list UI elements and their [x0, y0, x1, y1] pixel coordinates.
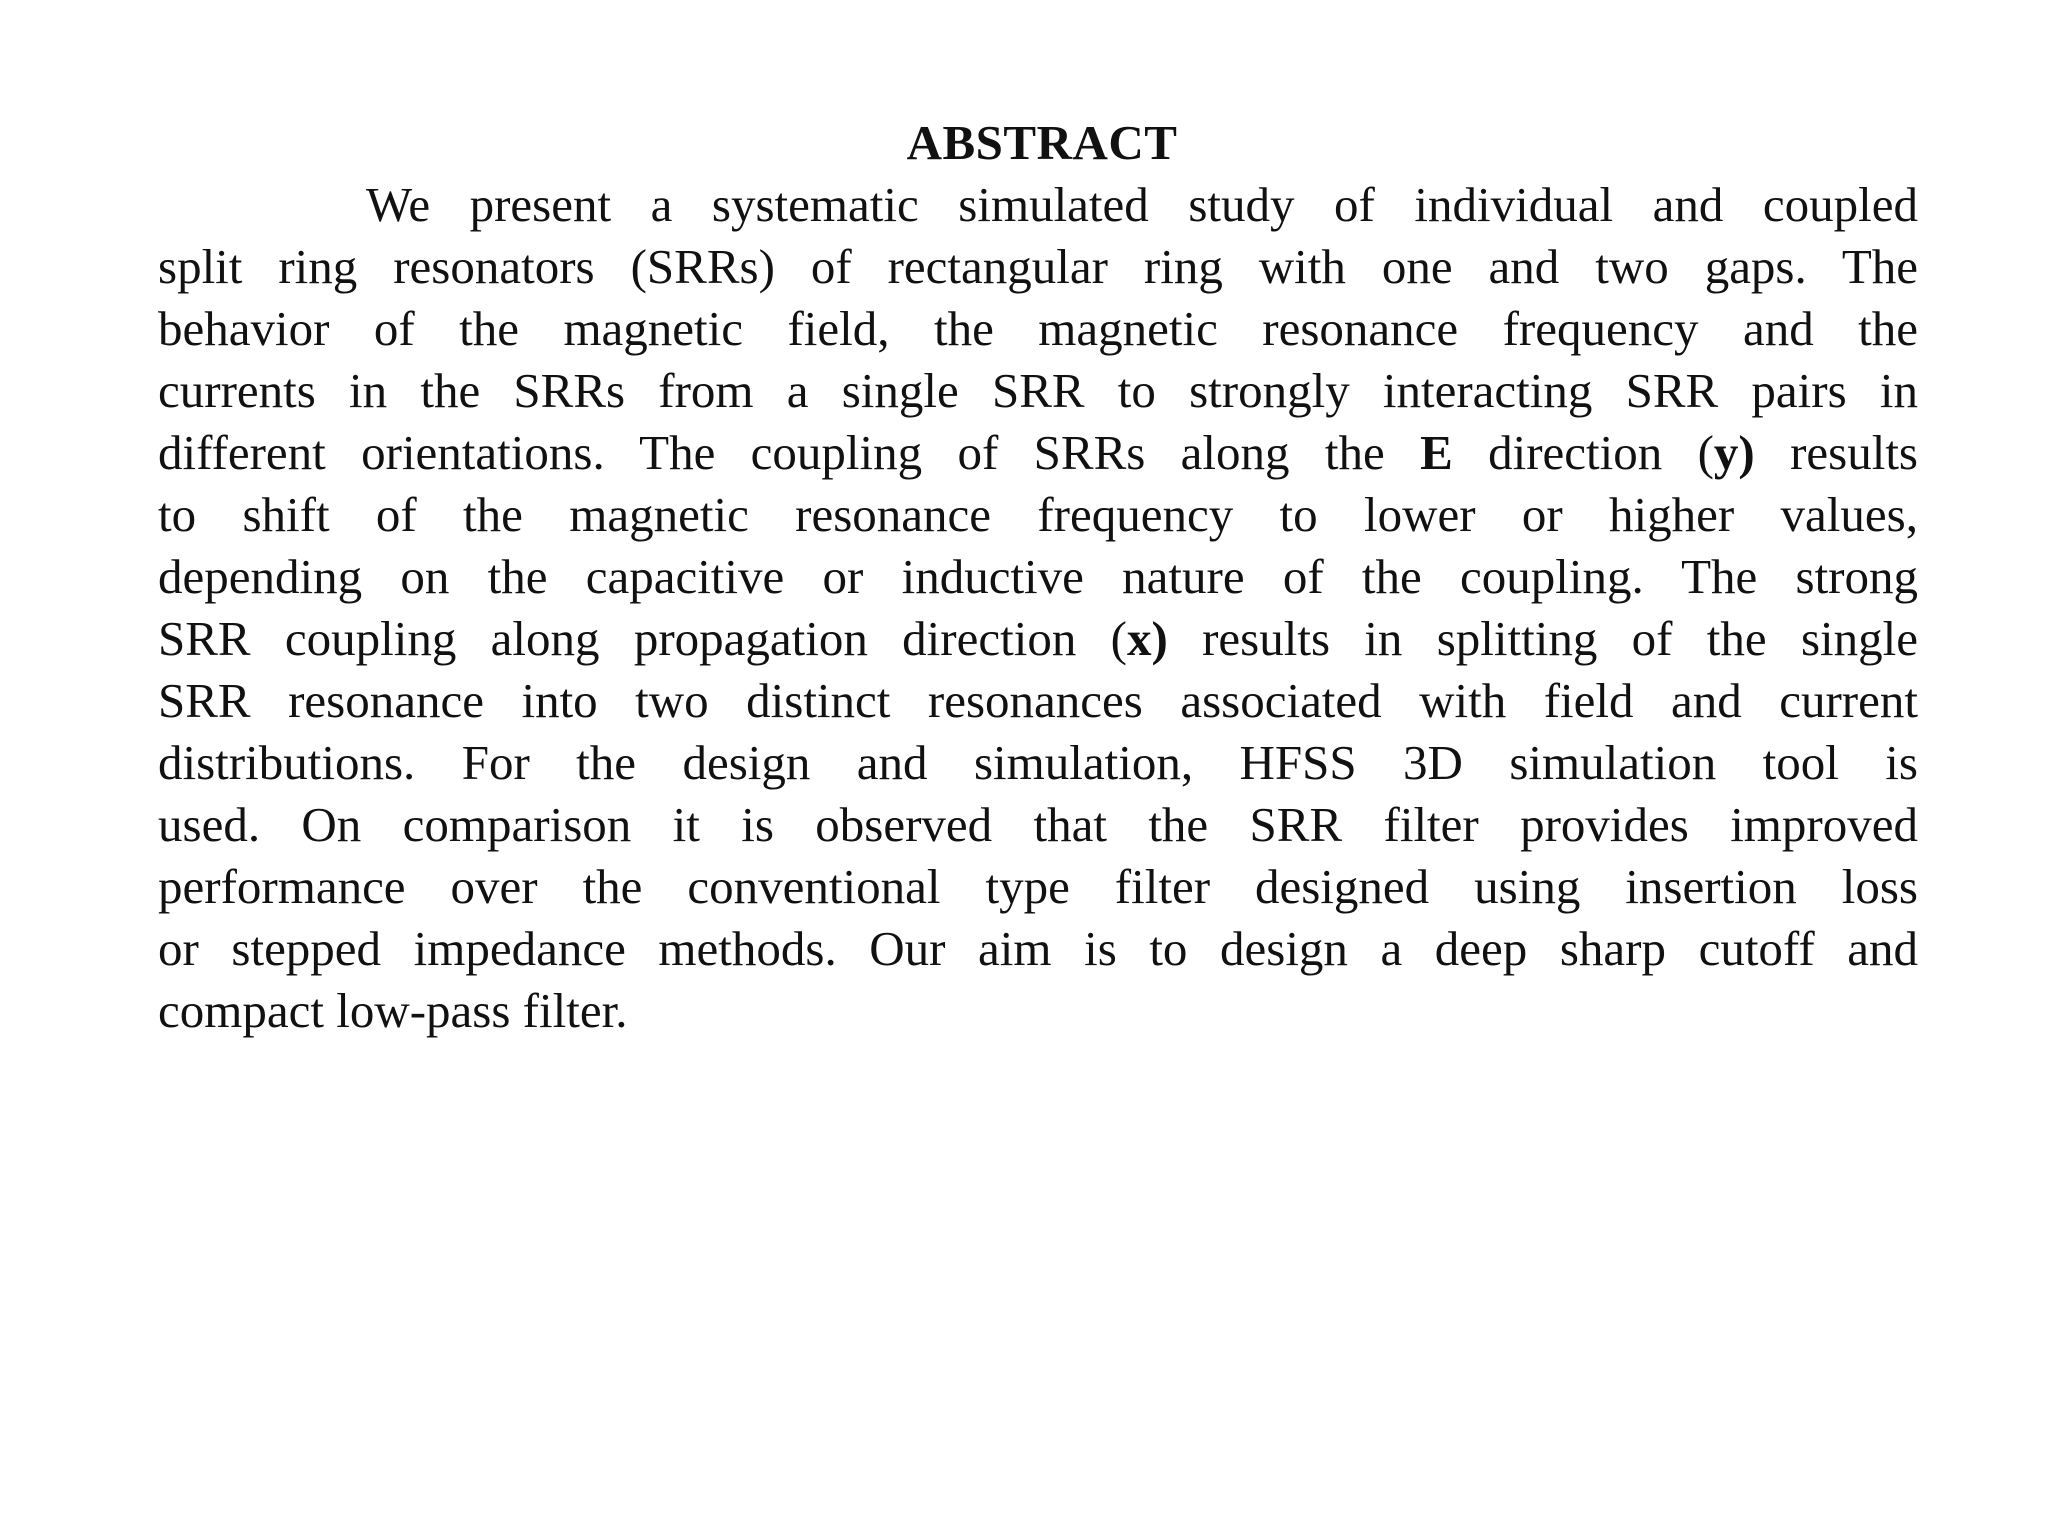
- abstract-line: performance over the conventional type filter designed using insertion loss: [158, 859, 1918, 914]
- abstract-line: distributions. For the design and simulation, HFSS 3D simulation tool is: [158, 735, 1918, 790]
- abstract-line: to shift of the magnetic resonance frequency to lower or higher values,: [158, 487, 1918, 542]
- abstract-line: We present a systematic simulated study of individual and coupled: [366, 177, 1918, 232]
- abstract-line: behavior of the magnetic field, the magnetic resonance frequency and the: [158, 301, 1918, 356]
- abstract-line: [158, 608, 1918, 670]
- abstract-line: used. On comparison it is observed that the SRR filter provides improved: [158, 797, 1918, 852]
- abstract-line: [158, 422, 1918, 484]
- abstract-line: SRR resonance into two distinct resonances associated with field and current: [158, 673, 1918, 728]
- abstract-bold-symbol: y): [1713, 425, 1755, 480]
- abstract-line: or stepped impedance methods. Our aim is to design a deep sharp cutoff and: [158, 921, 1918, 976]
- abstract-bold-symbol: x): [1126, 611, 1168, 666]
- abstract-line-text: different orientations. The coupling of SRRs along the: [158, 425, 1421, 480]
- abstract-line: currents in the SRRs from a single SRR to strongly interacting SRR pairs in: [158, 363, 1918, 418]
- abstract-line: compact low-pass filter.: [158, 983, 628, 1038]
- abstract-line-text: results: [1754, 425, 1918, 480]
- abstract-line: depending on the capacitive or inductive nature of the coupling. The strong: [158, 549, 1918, 604]
- abstract-line: split ring resonators (SRRs) of rectangular ring with one and two gaps. The: [158, 239, 1918, 294]
- abstract-line-text: direction (: [1452, 425, 1714, 480]
- abstract-heading: ABSTRACT: [906, 115, 1178, 170]
- abstract-body: [158, 174, 1918, 1042]
- abstract-line-text: results in splitting of the single: [1167, 611, 1918, 666]
- abstract-line-text: SRR coupling along propagation direction (: [158, 611, 1127, 666]
- abstract-bold-symbol: E: [1420, 425, 1453, 480]
